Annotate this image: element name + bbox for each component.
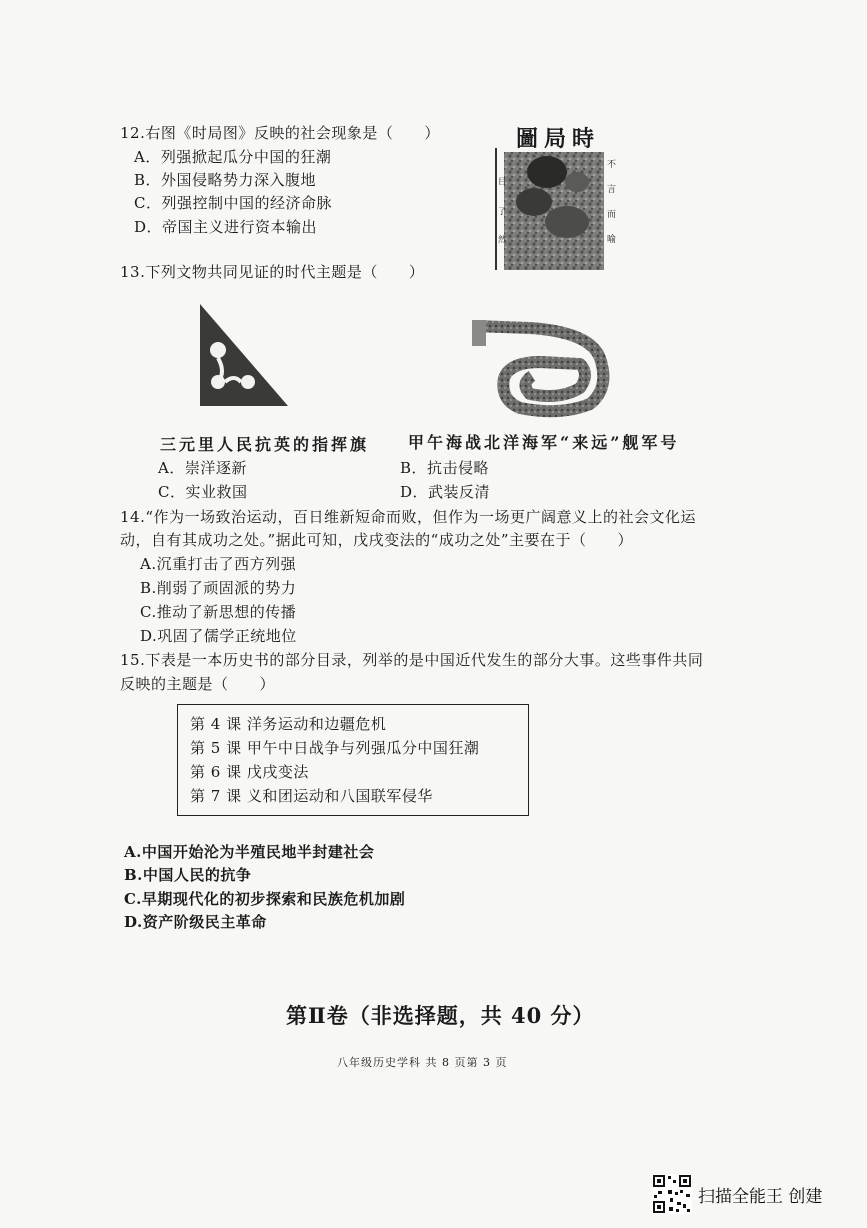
camscanner-label: 扫描全能王 创建 <box>698 1186 823 1207</box>
q15-stem-line2: 反映的主题是（ ） <box>120 675 276 693</box>
qr-code-icon <box>652 1174 692 1214</box>
laiyuan-bugle-image <box>470 318 620 418</box>
q14-option-b: B.削弱了顽固派的势力 <box>140 579 297 597</box>
q14-option-c: C.推动了新思想的传播 <box>140 603 297 621</box>
shijutu-title: 圖局時 <box>516 126 601 152</box>
svg-text:不: 不 <box>607 160 617 170</box>
section-ii-heading: 第Ⅱ卷（非选择题，共 40 分） <box>286 1003 595 1028</box>
q12-option-a: A．列强掀起瓜分中国的狂潮 <box>134 148 332 166</box>
svg-text:了: 了 <box>498 207 506 216</box>
q12-stem: 12.右图《时局图》反映的社会现象是（ ） <box>120 124 440 142</box>
page-footer: 八年级历史学科 共 8 页第 3 页 <box>337 1056 508 1069</box>
svg-text:而: 而 <box>607 210 617 220</box>
q14-stem-line1: 14.“作为一场致治运动，百日维新短命而败，但作为一场更广阔意义上的社会文化运 <box>120 508 697 526</box>
q15-option-b: B.中国人民的抗争 <box>124 866 252 884</box>
shijutu-cartoon-image <box>492 122 622 272</box>
q15-option-d: D.资产阶级民主革命 <box>124 913 267 931</box>
camscanner-watermark <box>652 1174 822 1214</box>
q14-option-d: D.巩固了儒学正统地位 <box>140 627 297 645</box>
shijutu-map-icon <box>492 122 622 272</box>
q15-stem-line1: 15.下表是一本历史书的部分目录，列举的是中国近代发生的部分大事。这些事件共同 <box>120 651 704 669</box>
svg-text:喻: 喻 <box>607 235 617 245</box>
toc-row-lesson6: 第 6 课 戊戌变法 <box>190 763 309 781</box>
q12-option-b: B．外国侵略势力深入腹地 <box>134 171 317 189</box>
q13-option-a: A．崇洋逐新 <box>158 459 247 477</box>
q15-option-c: C.早期现代化的初步探索和民族危机加剧 <box>124 890 406 908</box>
svg-text:目: 目 <box>498 177 506 186</box>
q13-caption-flag: 三元里人民抗英的指挥旗 <box>160 435 370 454</box>
q13-stem: 13.下列文物共同见证的时代主题是（ ） <box>120 263 425 281</box>
toc-row-lesson5: 第 5 课 甲午中日战争与列强瓜分中国狂潮 <box>190 739 480 757</box>
toc-row-lesson7: 第 7 课 义和团运动和八国联军侵华 <box>190 787 433 805</box>
q13-option-d: D．武装反清 <box>400 483 491 501</box>
sanyuanli-flag-image <box>196 300 290 410</box>
q13-option-c: C．实业救国 <box>158 483 248 501</box>
q13-option-b: B．抗击侵略 <box>400 459 490 477</box>
q15-option-a: A.中国开始沦为半殖民地半封建社会 <box>124 843 375 861</box>
q13-caption-bugle: 甲午海战北洋海军“来远”舰军号 <box>408 433 680 452</box>
q12-option-c: C．列强控制中国的经济命脉 <box>134 194 332 212</box>
q12-option-d: D．帝国主义进行资本输出 <box>134 218 318 236</box>
svg-text:然: 然 <box>498 235 506 244</box>
q14-option-a: A.沉重打击了西方列强 <box>140 555 297 573</box>
q15-contents-table <box>177 704 529 816</box>
svg-text:言: 言 <box>607 185 617 195</box>
q14-stem-line2: 动，自有其成功之处。”据此可知，戊戌变法的“成功之处”主要在于（ ） <box>120 531 634 549</box>
toc-row-lesson4: 第 4 课 洋务运动和边疆危机 <box>190 715 387 733</box>
